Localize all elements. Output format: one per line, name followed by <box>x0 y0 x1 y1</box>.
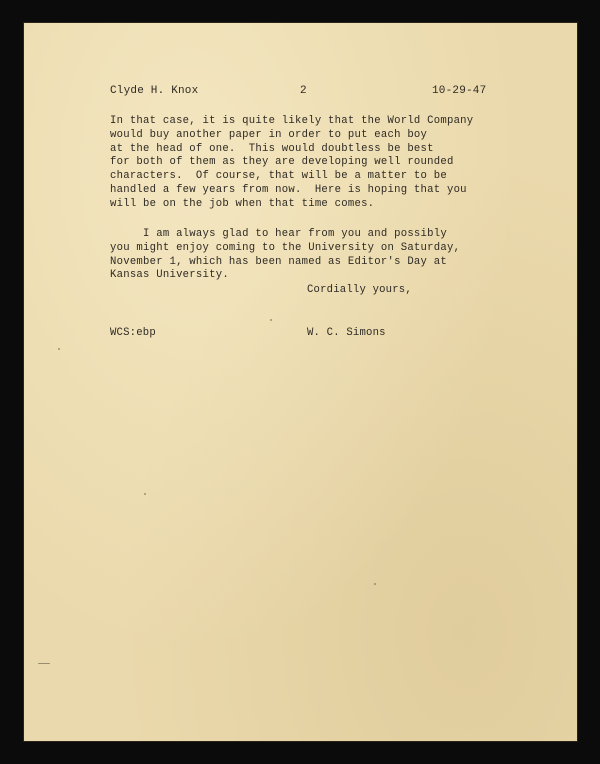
paragraph-line: Kansas University. <box>110 269 229 282</box>
paper-speck <box>374 583 376 585</box>
paragraph-line: handled a few years from now. Here is hoping that you <box>110 183 467 196</box>
letter-page <box>24 23 577 741</box>
paper-speck <box>270 319 272 321</box>
paragraph-line: In that case, it is quite likely that the World Company <box>110 115 474 127</box>
paper-speck <box>144 493 146 495</box>
paragraph-line: you might enjoy coming to the University on Saturday, <box>110 241 461 254</box>
paragraph-line: would buy another paper in order to put each boy <box>110 128 428 141</box>
closing-salutation: Cordially yours, <box>307 284 412 296</box>
paper-speck <box>38 663 50 664</box>
paragraph-line: November 1, which has been named as Editor's Day at <box>110 255 447 268</box>
body-paragraph-2 <box>110 228 550 283</box>
signature-name: W. C. Simons <box>307 327 386 339</box>
typist-initials: WCS:ebp <box>110 327 156 339</box>
paragraph-line: characters. Of course, that will be a matter to be <box>110 170 447 183</box>
paragraph-line: for both of them as they are developing well rounded <box>110 156 454 169</box>
paragraph-line: at the head of one. This would doubtless be best <box>110 142 434 155</box>
paragraph-line: will be on the job when that time comes. <box>110 197 375 210</box>
body-paragraph-1 <box>110 115 550 212</box>
paper-speck <box>58 348 60 350</box>
page-number: 2 <box>300 85 307 97</box>
paragraph-line: I am always glad to hear from you and possibly <box>110 228 447 240</box>
recipient-name: Clyde H. Knox <box>110 85 199 97</box>
letter-date: 10-29-47 <box>432 85 487 97</box>
